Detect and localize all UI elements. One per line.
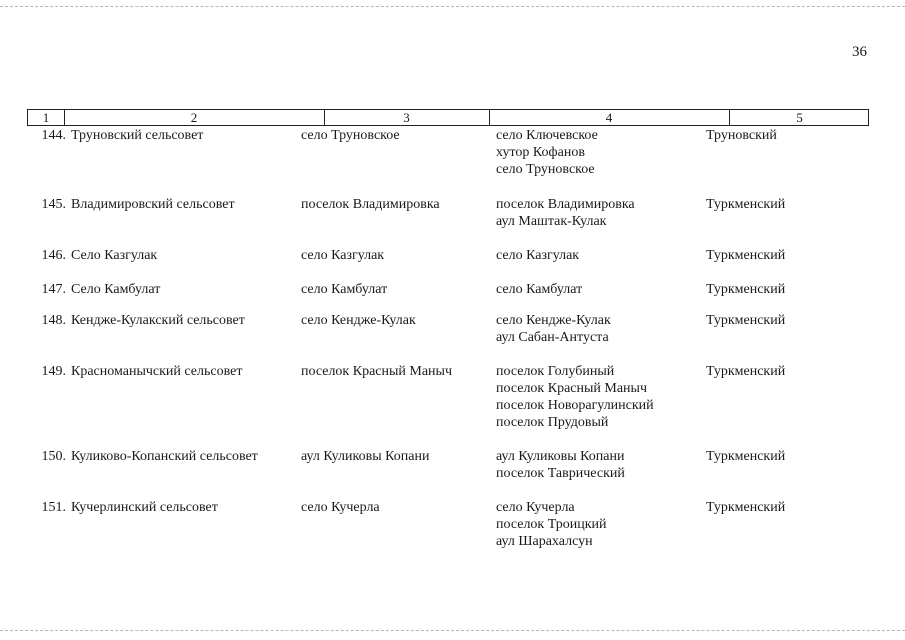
- municipality-name: Труновский сельсовет: [71, 128, 204, 143]
- settlements-list: [496, 127, 598, 178]
- settlement: село Ключевское: [496, 128, 598, 143]
- scan-artifact-bottom: [0, 630, 905, 631]
- settlement: поселок Прудовый: [496, 415, 609, 430]
- district: Труновский: [706, 128, 777, 143]
- settlement: аул Маштак-Кулак: [496, 214, 607, 229]
- settlement: село Казгулак: [496, 248, 580, 263]
- settlements-list: [496, 247, 579, 264]
- row-number: 148.: [41, 313, 66, 328]
- row-number: 149.: [41, 364, 66, 379]
- page-number: 36: [852, 44, 867, 60]
- settlement: поселок Таврический: [496, 466, 625, 481]
- admin-center: аул Куликовы Копани: [301, 449, 430, 464]
- municipality-name: Село Камбулат: [71, 282, 161, 297]
- admin-center: село Труновское: [301, 128, 400, 143]
- settlement: село Труновское: [496, 162, 595, 177]
- admin-center: поселок Красный Маныч: [301, 364, 452, 379]
- settlement: поселок Голубиный: [496, 364, 615, 379]
- settlement: аул Сабан-Антуста: [496, 330, 609, 345]
- row-number: 145.: [41, 197, 66, 212]
- settlement: поселок Новорагулинский: [496, 398, 654, 413]
- settlements-list: [496, 196, 635, 230]
- municipality-name: Владимировский сельсовет: [71, 197, 235, 212]
- table-header: [27, 109, 869, 126]
- district: Туркменский: [706, 282, 786, 297]
- municipality-name: Красноманычский сельсовет: [71, 364, 243, 379]
- header-col-1: 1: [42, 110, 50, 125]
- settlements-list: [496, 363, 654, 431]
- district: Туркменский: [706, 364, 786, 379]
- row-number: 150.: [41, 449, 66, 464]
- district: Туркменский: [706, 313, 786, 328]
- municipality-name: Село Казгулак: [71, 248, 158, 263]
- municipality-name: Куликово-Копанский сельсовет: [71, 449, 258, 464]
- admin-center: поселок Владимировка: [301, 197, 440, 212]
- settlement: село Кендже-Кулак: [496, 313, 611, 328]
- row-number: 146.: [41, 248, 66, 263]
- admin-center: село Казгулак: [301, 248, 385, 263]
- municipality-name: Кучерлинский сельсовет: [71, 500, 218, 515]
- settlement: поселок Владимировка: [496, 197, 635, 212]
- admin-center: село Кендже-Кулак: [301, 313, 416, 328]
- row-number: 151.: [41, 500, 66, 515]
- scan-artifact-top: [0, 6, 905, 7]
- settlement: аул Куликовы Копани: [496, 449, 625, 464]
- settlement: хутор Кофанов: [496, 145, 585, 160]
- settlement: село Кучерла: [496, 500, 575, 515]
- municipality-name: Кендже-Кулакский сельсовет: [71, 313, 245, 328]
- settlement: аул Шарахалсун: [496, 534, 593, 549]
- district: Туркменский: [706, 500, 786, 515]
- header-col-4: 4: [605, 110, 613, 125]
- district: Туркменский: [706, 248, 786, 263]
- admin-center: село Кучерла: [301, 500, 380, 515]
- settlements-list: [496, 281, 582, 298]
- header-col-5: 5: [796, 110, 803, 125]
- settlement: поселок Троицкий: [496, 517, 607, 532]
- settlements-list: [496, 448, 625, 482]
- settlement: село Камбулат: [496, 282, 583, 297]
- row-number: 147.: [41, 282, 66, 297]
- header-col-2: 2: [190, 110, 198, 125]
- settlements-list: [496, 499, 607, 550]
- settlements-list: [496, 312, 611, 346]
- settlement: поселок Красный Маныч: [496, 381, 647, 396]
- district: Туркменский: [706, 197, 786, 212]
- admin-center: село Камбулат: [301, 282, 388, 297]
- row-number: 144.: [41, 128, 66, 143]
- district: Туркменский: [706, 449, 786, 464]
- header-col-3: 3: [403, 110, 410, 125]
